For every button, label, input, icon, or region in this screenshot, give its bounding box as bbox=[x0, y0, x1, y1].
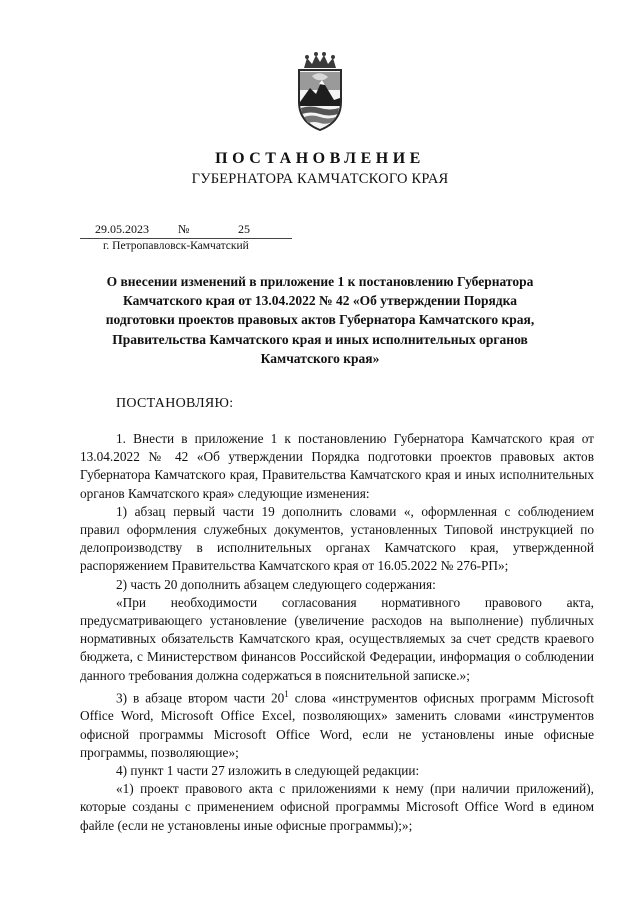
paragraph-4: «При необходимости согласования нормативного правового акта, предусматривающего установление (увеличение расходов на выполнение) публичных нормативных обязательств Камчатского края, осуществляемых за счет средств краевого бюджета, с Министерством финансов Российской Федерации, информация о соблюдении данного требования должна содержаться в пояснительной записке.»; bbox=[80, 594, 594, 683]
paragraph-1: 1. Внести в приложение 1 к постановлению Губернатора Камчатского края от 13.04.2022 № 42 «Об утверждении Порядка подготовки проектов правовых актов Губернатора Камчатского края, Правительства Камчатского края и иных исполнительных органов Камчатского края» следующие изменения: bbox=[80, 431, 594, 501]
paragraph-5-start: 3) в абзаце втором части 20 bbox=[116, 690, 285, 706]
number-sign: № bbox=[178, 222, 190, 236]
issuer-line: ГУБЕРНАТОРА КАМЧАТСКОГО КРАЯ bbox=[191, 171, 449, 187]
paragraph-7: «1) проект правового акта с приложениями к нему (при наличии приложений), которые созданы с применением офисной программы Microsoft Office Word в едином файле (если не установлены иные офисные программы);»; bbox=[80, 781, 594, 833]
document-date: 29.05.2023 bbox=[95, 222, 149, 236]
paragraph-5-end: слова «инструментов офисных программ Microsoft Office Word, Microsoft Office Excel, позволяющих» заменить словами «инструментов офисной программы Microsoft Office Word, если не установлены иные офисные программы, позволяющие»; bbox=[80, 690, 594, 760]
decree-word: ПОСТАНОВЛЯЮ: bbox=[116, 396, 234, 411]
paragraph-6: 4) пункт 1 части 27 изложить в следующей редакции: bbox=[116, 763, 420, 779]
paragraph-3: 2) часть 20 дополнить абзацем следующего содержания: bbox=[116, 576, 436, 592]
paragraph-5 bbox=[80, 685, 594, 762]
document-title: О внесении изменений в приложение 1 к постановлению Губернатора Камчатского края от 13.04.2022 № 42 «Об утверждении Порядка подготовки проектов правовых актов Губернатора Камчатского края, Правительства Камчатского края и иных исполнительных органов Камчатского края» bbox=[105, 274, 535, 366]
document-number: 25 bbox=[238, 222, 250, 236]
document-body bbox=[80, 430, 594, 835]
place-of-issue: г. Петропавловск-Камчатский bbox=[103, 240, 249, 252]
paragraph-5-superscript: 1 bbox=[284, 688, 289, 699]
registration-line bbox=[80, 222, 292, 239]
coat-of-arms-icon bbox=[290, 50, 350, 132]
document-type-heading: ПОСТАНОВЛЕНИЕ bbox=[215, 150, 425, 167]
paragraph-2: 1) абзац первый части 19 дополнить словами «, оформленная с соблюдением правил оформления служебных документов, установленных Типовой инструкцией по делопроизводству в исполнительных органах Камчатского края, утвержденной распоряжением Правительства Камчатского края от 16.05.2022 № 276-РП»; bbox=[80, 503, 594, 574]
